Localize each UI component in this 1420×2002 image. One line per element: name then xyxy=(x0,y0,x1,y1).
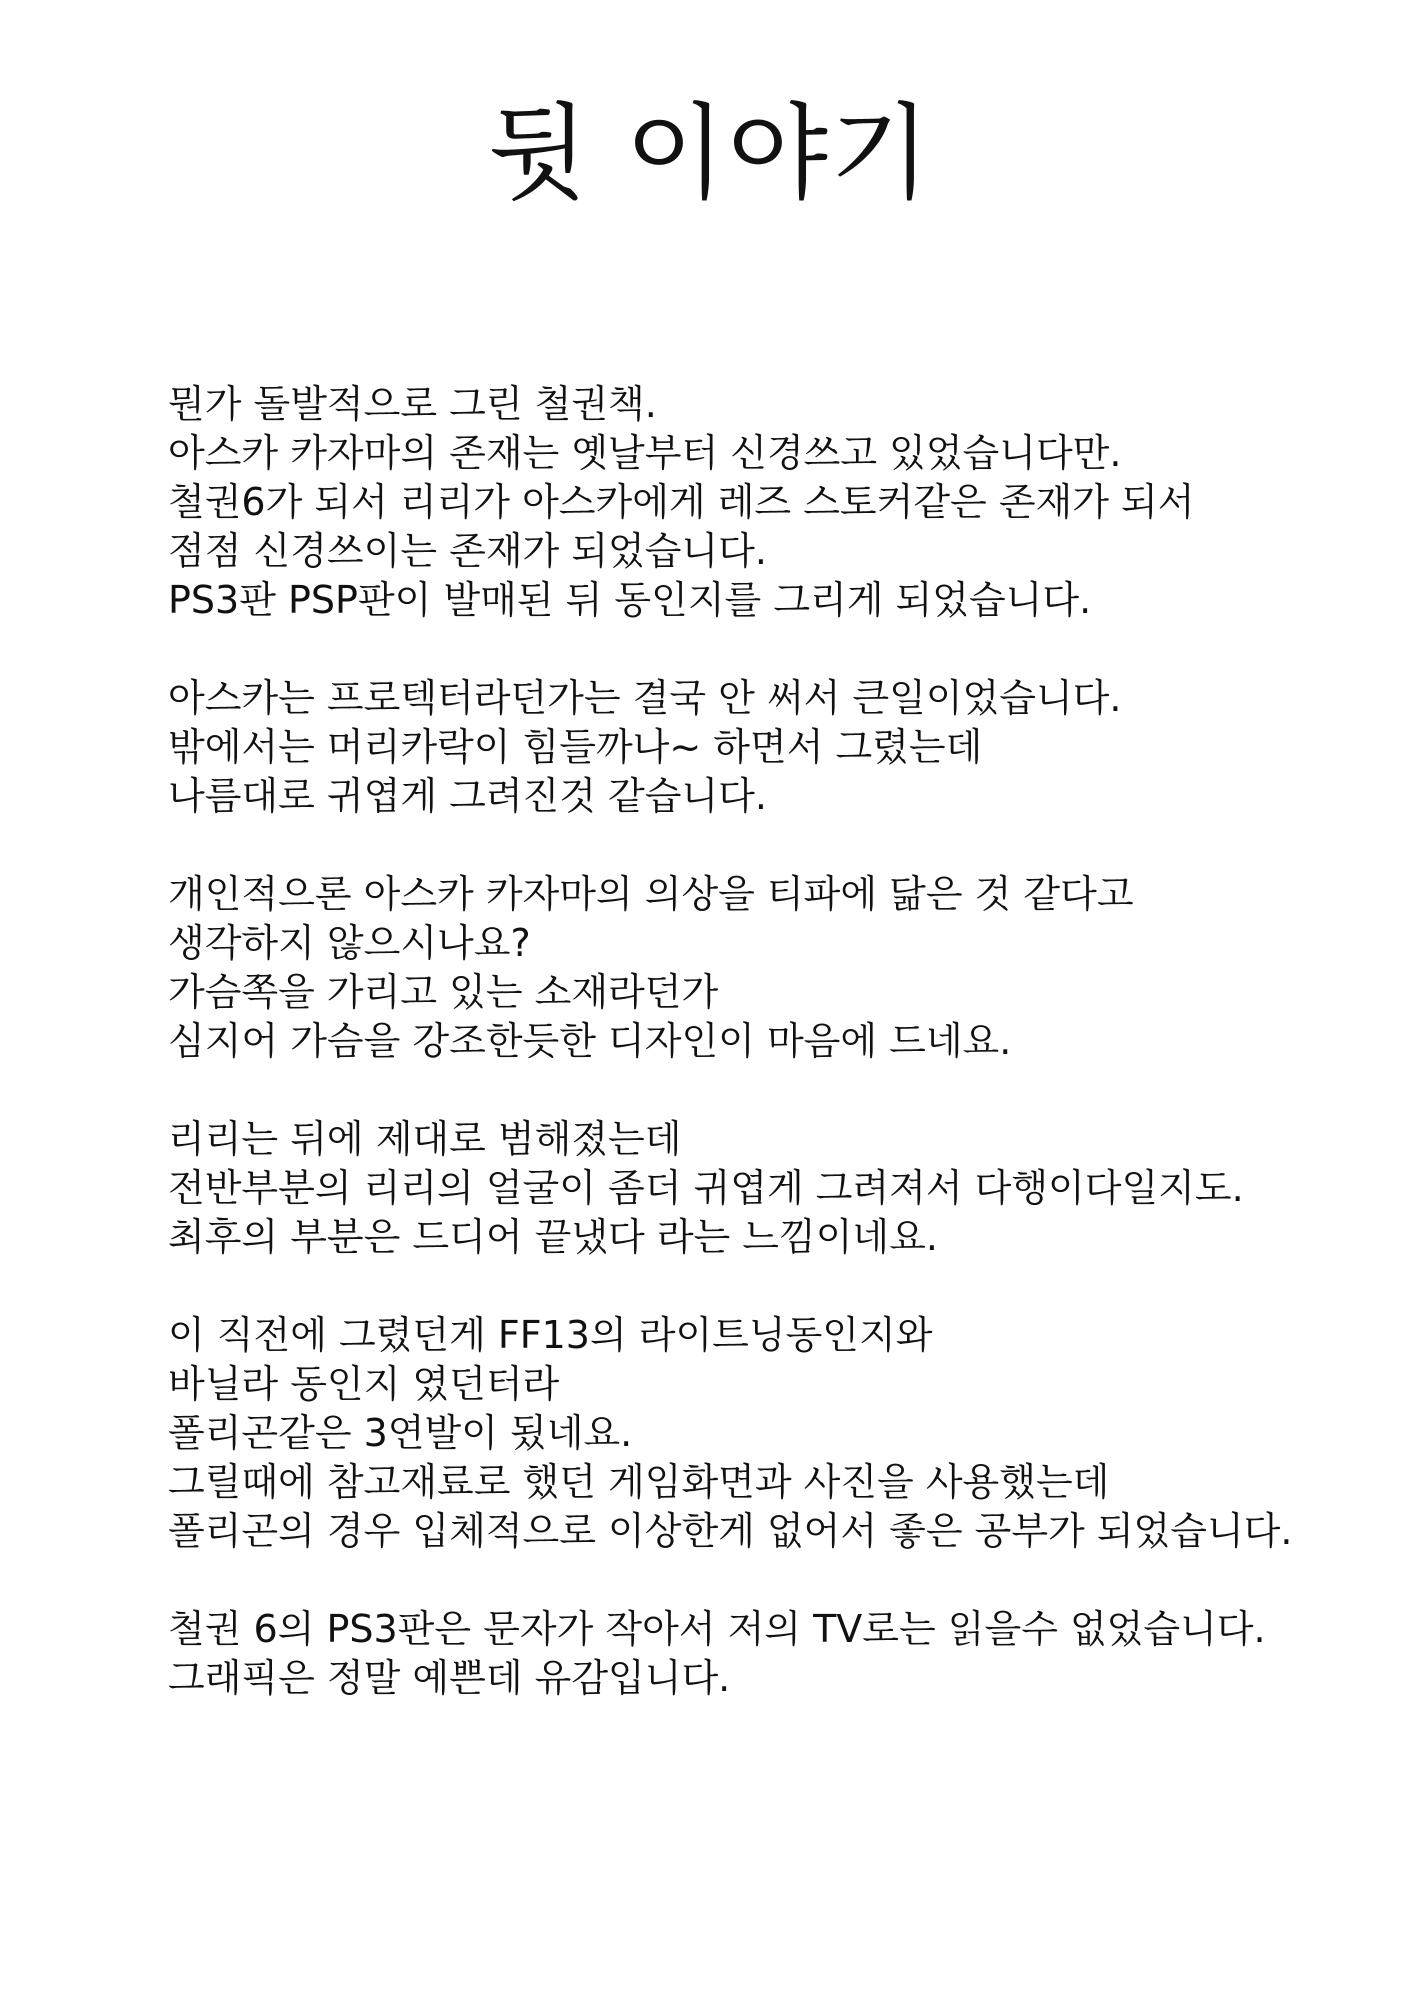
text-line: PS3판 PSP판이 발매된 뒤 동인지를 그리게 되었습니다. xyxy=(168,578,1092,622)
text-line: 밖에서는 머리카락이 힘들까나~ 하면서 그렸는데 xyxy=(168,725,983,769)
paragraph-3 xyxy=(168,870,1368,1066)
paragraph-4 xyxy=(168,1115,1368,1262)
text-line: 가슴쪽을 가리고 있는 소재라던가 xyxy=(168,970,719,1014)
text-line: 전반부분의 리리의 얼굴이 좀더 귀엽게 그려져서 다행이다일지도. xyxy=(168,1166,1244,1210)
text-line: 아스카 카자마의 존재는 옛날부터 신경쓰고 있었습니다만. xyxy=(168,431,1122,475)
page-title: 뒷 이야기 xyxy=(487,92,933,214)
text-line: 나름대로 귀엽게 그려진것 같습니다. xyxy=(168,774,767,818)
text-line: 뭔가 돌발적으로 그린 철권책. xyxy=(168,382,657,426)
text-line: 아스카는 프로텍터라던가는 결국 안 써서 큰일이었습니다. xyxy=(168,676,1122,720)
afterword-body xyxy=(168,380,1368,1752)
paragraph-2 xyxy=(168,674,1368,821)
text-line: 그래픽은 정말 예쁜데 유감입니다. xyxy=(168,1656,731,1700)
paragraph-1 xyxy=(168,380,1368,625)
text-line: 폴리곤의 경우 입체적으로 이상한게 없어서 좋은 공부가 되었습니다. xyxy=(168,1509,1293,1553)
text-line: 그릴때에 참고재료로 했던 게임화면과 사진을 사용했는데 xyxy=(168,1460,1110,1504)
text-line: 이 직전에 그렸던게 FF13의 라이트닝동인지와 xyxy=(168,1313,933,1357)
text-line: 생각하지 않으시나요? xyxy=(168,921,531,965)
text-line: 심지어 가슴을 강조한듯한 디자인이 마음에 드네요. xyxy=(168,1019,1012,1063)
text-line: 폴리곤같은 3연발이 됬네요. xyxy=(168,1411,633,1455)
paragraph-6 xyxy=(168,1605,1368,1703)
text-line: 최후의 부분은 드디어 끝냈다 라는 느낌이네요. xyxy=(168,1215,938,1259)
text-line: 철권 6의 PS3판은 문자가 작아서 저의 TV로는 읽을수 없었습니다. xyxy=(168,1607,1266,1651)
text-line: 바닐라 동인지 였던터라 xyxy=(168,1362,560,1406)
text-line: 철권6가 되서 리리가 아스카에게 레즈 스토커같은 존재가 되서 xyxy=(168,480,1195,524)
text-line: 리리는 뒤에 제대로 범해졌는데 xyxy=(168,1117,682,1161)
text-line: 개인적으론 아스카 카자마의 의상을 티파에 닮은 것 같다고 xyxy=(168,872,1134,916)
text-line: 점점 신경쓰이는 존재가 되었습니다. xyxy=(168,529,767,573)
paragraph-5 xyxy=(168,1311,1368,1556)
